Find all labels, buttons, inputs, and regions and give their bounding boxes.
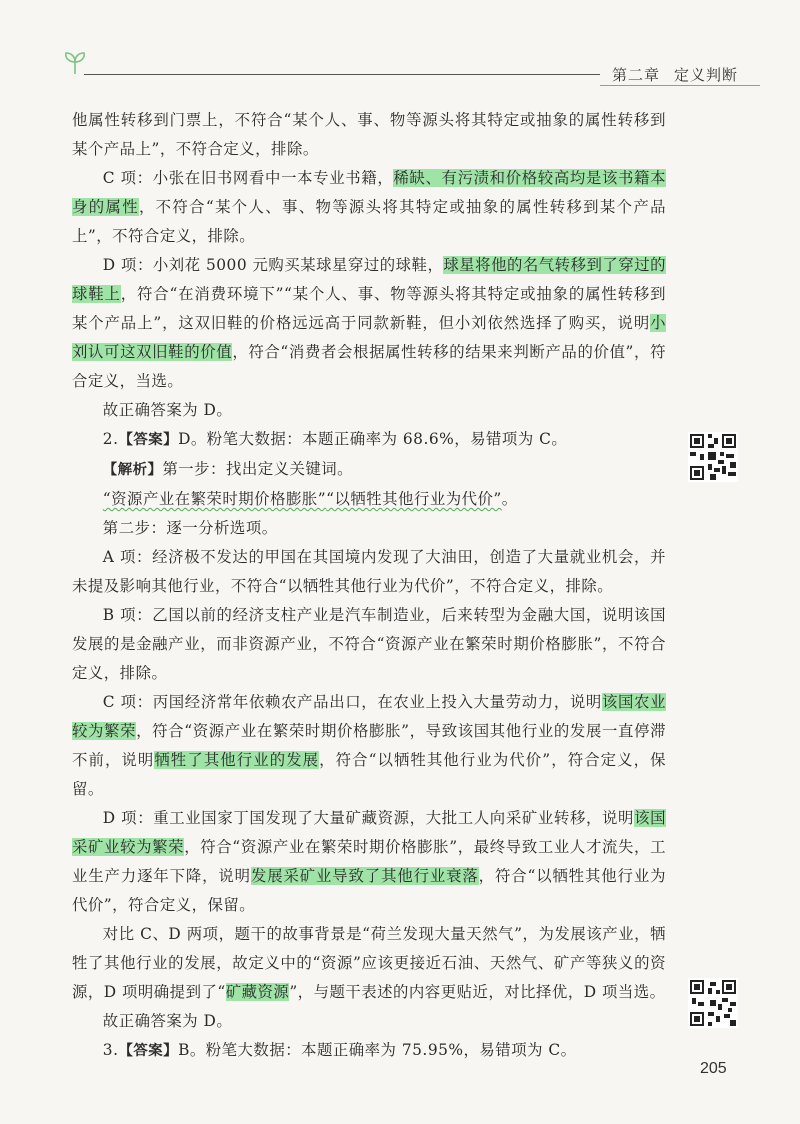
highlight: 发展采矿业导致了其他行业衰落 xyxy=(250,867,479,885)
highlight: 牺牲了其他行业的发展 xyxy=(154,751,320,769)
paragraph-q3-answer: 3.【答案】B。粉笔大数据：本题正确率为 75.95%，易错项为 C。 xyxy=(102,1041,577,1059)
highlight: 球星将他的名气转移到了穿过的球鞋上 xyxy=(72,256,666,303)
page-header xyxy=(0,0,800,90)
paragraph-option-a2: A 项：经济极不发达的甲国在其国境内发现了大油田，创造了大量就业机会，并未提及影响其他行业，不符合“以牺牲其他行业为代价”，不符合定义，排除。 xyxy=(72,548,666,595)
paragraph-option-d2: D 项：重工业国家丁国发现了大量矿藏资源，大批工人向采矿业转移，说明该国采矿业较为繁荣，符合“资源产业在繁荣时期价格膨胀”，最终导致工业人才流失，工业生产力逐年下降，说明发展采矿业导致了其他行业衰落，符合“以牺牲其他行业为代价”，符合定义，保留。 xyxy=(72,809,666,914)
answer-label: 【答案】 xyxy=(118,1043,179,1059)
paragraph-answer-1: 故正确答案为 D。 xyxy=(102,401,233,419)
header-underline xyxy=(600,85,760,86)
paragraph-keywords: “资源产业在繁荣时期价格膨胀”“以牺牲其他行业为代价”。 xyxy=(102,490,518,508)
page-body xyxy=(72,106,666,1066)
section-label: 定义判断 xyxy=(674,66,739,84)
paragraph-option-c1: C 项：小张在旧书网看中一本专业书籍，稀缺、有污渍和价格较高均是该书籍本身的属性，不符合“某个人、事、物等源头将其特定或抽象的属性转移到某个产品上”，不符合定义，排除。 xyxy=(72,169,666,245)
qr-code-icon[interactable] xyxy=(688,432,738,482)
highlight: 小刘认可这双旧鞋的价值 xyxy=(72,314,666,361)
keyword: “以牺牲其他行业为代价” xyxy=(326,490,502,508)
paragraph-option-c2: C 项：丙国经济常年依赖农产品出口，在农业上投入大量劳动力，说明该国农业较为繁荣，符合“资源产业在繁荣时期价格膨胀”，导致该国其他行业的发展一直停滞不前，说明牺牲了其他行业的发展，符合“以牺牲其他行业为代价”，符合定义，保留。 xyxy=(72,693,666,798)
highlight: 该国农业较为繁荣 xyxy=(72,693,666,740)
page-number: 205 xyxy=(700,1060,727,1077)
paragraph-step2: 第二步：逐一分析选项。 xyxy=(102,519,278,537)
highlight: 稀缺、有污渍和价格较高均是该书籍本身的属性 xyxy=(72,169,666,216)
highlight: 矿藏资源 xyxy=(225,983,290,1001)
chapter-title xyxy=(612,64,752,85)
chapter-label: 第二章 xyxy=(612,66,661,84)
analysis-label: 【解析】 xyxy=(102,462,163,478)
paragraph-q2-answer: 2.【答案】D。粉笔大数据：本题正确率为 68.6%，易错项为 C。 xyxy=(102,430,568,448)
paragraph-option-b2: B 项：乙国以前的经济支柱产业是汽车制造业，后来转型为金融大国，说明该国发展的是金融产业，而非资源产业，不符合“资源产业在繁荣时期价格膨胀”，不符合定义，排除。 xyxy=(72,606,666,682)
paragraph-option-d1: D 项：小刘花 5000 元购买某球星穿过的球鞋，球星将他的名气转移到了穿过的球鞋上，符合“在消费环境下”“某个人、事、物等源头将其特定或抽象的属性转移到某个产品上”，这双旧鞋的价格远远高于同款新鞋，但小刘依然选择了购买，说明小刘认可这双旧鞋的价值，符合“消费者会根据属性转移的结果来判断产品的价值”，符合定义，当选。 xyxy=(72,256,666,390)
keyword: “资源产业在繁荣时期价格膨胀” xyxy=(102,490,327,508)
highlight: 该国采矿业较为繁荣 xyxy=(72,809,666,856)
header-rule xyxy=(84,74,600,75)
paragraph-continued: 他属性转移到门票上，不符合“某个人、事、物等源头将其特定或抽象的属性转移到某个产品上”，不符合定义，排除。 xyxy=(72,111,666,158)
paragraph-comparison: 对比 C、D 两项，题干的故事背景是“荷兰发现大量天然气”，为发展该产业，牺牲了其他行业的发展，故定义中的“资源”应该更接近石油、天然气、矿产等狭义的资源，D 项明确提到了“矿藏资源”，与题干表述的内容更贴近，对比择优，D 项当选。 xyxy=(72,925,666,1001)
qr-code-icon[interactable] xyxy=(688,978,738,1028)
paragraph-analysis: 【解析】第一步：找出定义关键词。 xyxy=(102,460,354,478)
leaf-sprout-icon xyxy=(62,50,88,76)
answer-label: 【答案】 xyxy=(118,432,179,448)
paragraph-answer-2: 故正确答案为 D。 xyxy=(102,1012,233,1030)
